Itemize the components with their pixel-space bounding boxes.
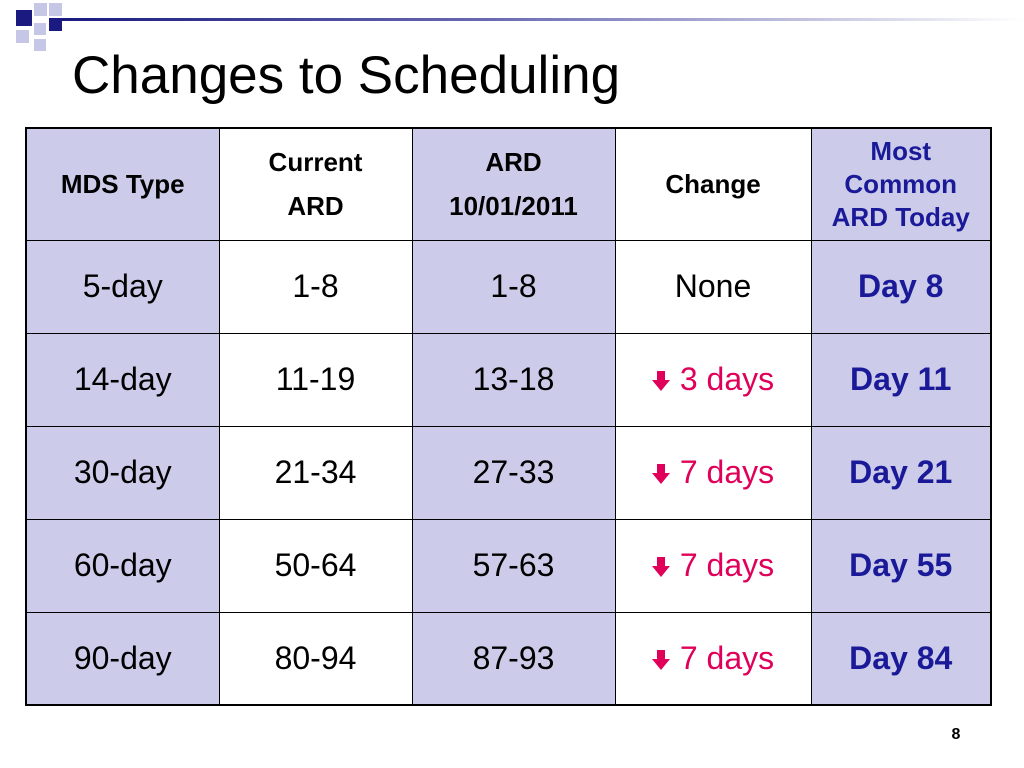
- corner-square-lavender: [34, 23, 46, 35]
- header-current-ard: [219, 128, 412, 240]
- header-most-line3: ARD Today: [831, 201, 970, 232]
- change-text: 7 days: [679, 454, 775, 490]
- cell-current-ard: 1-8: [219, 240, 412, 333]
- header-current-line1: Current: [268, 147, 363, 178]
- header-most-common-ard: [811, 128, 991, 240]
- table-row: [26, 426, 991, 519]
- cell-ard-2011: 13-18: [412, 333, 615, 426]
- corner-square-lavender: [34, 3, 47, 16]
- corner-square-lavender: [16, 30, 29, 43]
- down-arrow-icon: [652, 464, 670, 484]
- cell-ard-2011: 57-63: [412, 519, 615, 612]
- corner-square-lavender: [34, 39, 46, 51]
- title-underline-bar: [62, 18, 1024, 21]
- header-change: [615, 128, 811, 240]
- table-header-row: [26, 128, 991, 240]
- cell-current-ard: 21-34: [219, 426, 412, 519]
- header-ard-line2: 10/01/2011: [449, 191, 578, 222]
- header-mds-type: [26, 128, 219, 240]
- cell-change: [615, 426, 811, 519]
- page-title: Changes to Scheduling: [72, 46, 621, 105]
- change-text: 7 days: [679, 547, 775, 583]
- down-arrow-icon: [652, 557, 670, 577]
- cell-current-ard: 11-19: [219, 333, 412, 426]
- cell-current-ard: 50-64: [219, 519, 412, 612]
- cell-mds-type: 5-day: [26, 240, 219, 333]
- cell-current-ard: 80-94: [219, 612, 412, 705]
- cell-ard-2011: 87-93: [412, 612, 615, 705]
- header-mds-type-label: MDS Type: [60, 169, 185, 200]
- down-arrow-icon: [652, 650, 670, 670]
- table-row: [26, 519, 991, 612]
- cell-ard-2011: 27-33: [412, 426, 615, 519]
- table-row: [26, 612, 991, 705]
- header-ard-date: [412, 128, 615, 240]
- cell-most-common: Day 84: [811, 612, 991, 705]
- cell-mds-type: 90-day: [26, 612, 219, 705]
- cell-most-common: Day 8: [811, 240, 991, 333]
- cell-mds-type: 60-day: [26, 519, 219, 612]
- down-arrow-icon: [652, 371, 670, 391]
- header-current-line2: ARD: [287, 191, 344, 222]
- table-row: [26, 333, 991, 426]
- header-ard-line1: ARD: [485, 147, 542, 178]
- cell-change: [615, 333, 811, 426]
- corner-square-lavender: [49, 3, 62, 16]
- cell-most-common: Day 21: [811, 426, 991, 519]
- header-most-line1: Most: [870, 135, 932, 166]
- header-most-line2: Common: [844, 168, 958, 199]
- cell-change: [615, 240, 811, 333]
- change-text: 3 days: [679, 361, 775, 397]
- cell-mds-type: 14-day: [26, 333, 219, 426]
- cell-ard-2011: 1-8: [412, 240, 615, 333]
- change-text: 7 days: [679, 639, 775, 676]
- corner-square-navy: [49, 18, 62, 31]
- header-change-label: Change: [665, 169, 761, 200]
- cell-most-common: Day 11: [811, 333, 991, 426]
- cell-change: [615, 612, 811, 705]
- change-text: None: [674, 268, 752, 304]
- page-number: 8: [951, 726, 961, 743]
- corner-square-navy: [16, 10, 32, 26]
- scheduling-table: [25, 127, 992, 706]
- cell-change: [615, 519, 811, 612]
- cell-mds-type: 30-day: [26, 426, 219, 519]
- table-row: [26, 240, 991, 333]
- cell-most-common: Day 55: [811, 519, 991, 612]
